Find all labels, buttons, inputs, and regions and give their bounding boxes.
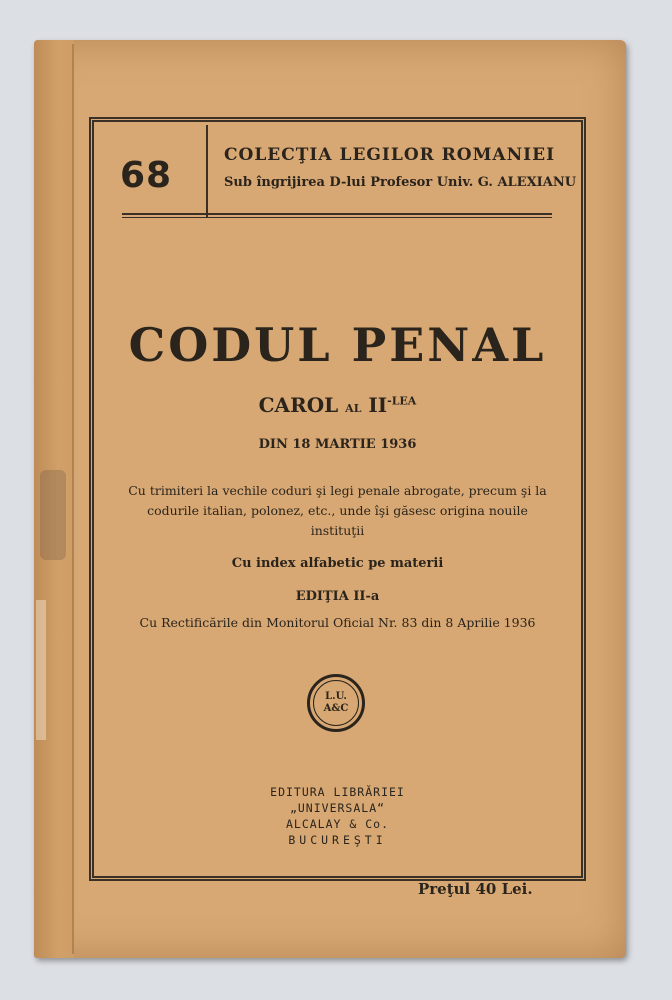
emblem-bottom-text: A&C [323,703,349,714]
header-divider [206,125,208,217]
monarch-line [96,393,579,417]
main-title: CODUL PENAL [128,318,547,372]
spine-wear-mark [40,470,66,560]
monarch-name: CAROL [258,393,339,417]
header-rule [122,213,552,218]
description: Cu trimiteri la vechile coduri şi legi penale abrogate, precum şi la codurile italian, polonez, etc., unde îşi găsesc origina nouile instituţii [128,483,547,538]
publisher-company: ALCALAY & Co. [285,817,389,831]
spine-fold [72,44,74,954]
monarch-particle: AL [345,402,362,415]
date-line: DIN 18 MARTIE 1936 [258,437,417,452]
edition-line: EDIŢIA II-a [295,589,380,604]
collection-title: COLECŢIA LEGILOR ROMANIEI [224,145,556,165]
emblem-inner [313,680,359,726]
rectification-line: Cu Rectificările din Monitorul Oficial Nr. 83 din 8 Aprilie 1936 [139,615,536,630]
publisher-emblem-icon [307,674,365,732]
index-line: Cu index alfabetic pe materii [231,556,444,571]
cover-header [96,125,579,217]
price-label: Preţul 40 Lei. [418,880,533,898]
monarch-ordinal: II [368,393,388,417]
publisher-name: „UNIVERSALA“ [289,801,386,815]
publisher-city: BUCUREŞTI [288,833,387,847]
editor-line: Sub îngrijirea D-lui Profesor Univ. G. ALEXIANU [224,175,577,190]
monarch-suffix: -LEA [387,394,417,408]
series-number: 68 [120,155,173,196]
emblem-top-text: L.U. [325,691,347,702]
spine-torn-edge [36,600,46,740]
publisher-line: EDITURA LIBRĂRIEI [270,785,405,799]
